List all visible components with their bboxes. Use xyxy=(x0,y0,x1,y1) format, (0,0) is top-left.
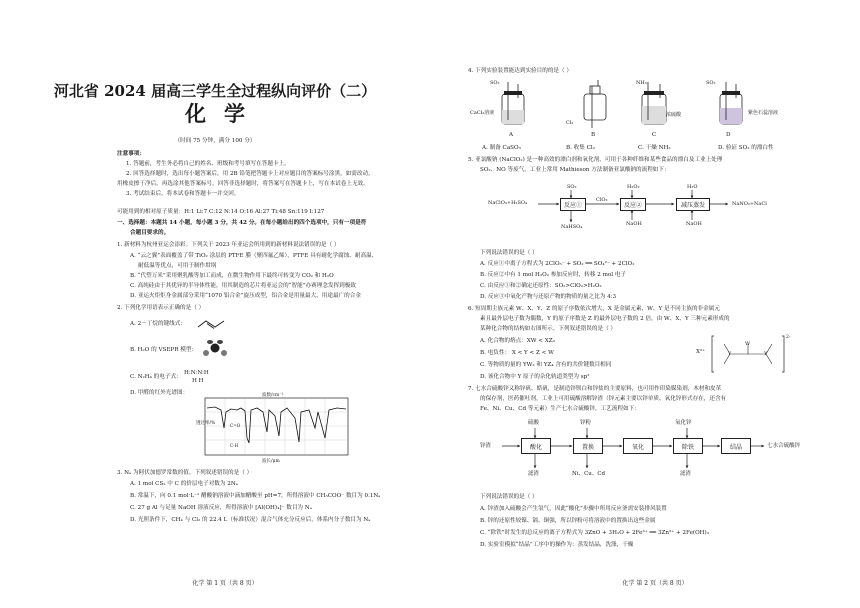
flow-step-box: 减压蒸发 xyxy=(676,198,710,211)
question-7-prompt: 下列说法错误的是（ ） xyxy=(480,494,538,500)
apparatus-c-icon xyxy=(634,80,674,132)
reagent-label: CaCl₂溶液 xyxy=(470,110,495,116)
option-line: C. 高纯硅由于其优异的半导体性能，用其制造的芯片将亚运会的“智能”办赛理念发挥到极致 xyxy=(130,283,356,289)
note-line: 用橡皮擦干净后，再选涂其他答案标号。回答非选择题时，将答案写在答题卡上，写在本试卷上无效。 xyxy=(117,181,369,187)
flow-byproduct: NaHSO₄ xyxy=(561,224,583,230)
gas-label: Cl₂ xyxy=(566,120,574,126)
question-4: 4. 下列实验装置能达到实验目的的是（ ） xyxy=(468,68,572,74)
apparatus-letter: D xyxy=(726,132,731,138)
flow-reagent: NaOH xyxy=(626,221,642,227)
option-line: D. 验证 SO₂ 的漂白性 xyxy=(718,145,774,151)
apparatus-letter: A xyxy=(509,132,514,138)
flow-product: 七水合硫酸锌 xyxy=(767,443,801,449)
option-line: B. “代塑万米”采用聚乳酸等加工而成，在微生物作用下最终可转变为 CO₂ 和 H₂O xyxy=(130,273,334,279)
flow-reagent: NaOH xyxy=(686,221,702,227)
option-line: A. 化合物的熔点：XW < XZ₃ xyxy=(480,338,555,344)
subject-title: 化学 xyxy=(185,101,263,126)
reagent-label: 浓硫酸 xyxy=(666,112,682,118)
electron-formula-sub: H H xyxy=(192,378,204,384)
option-line: B. 锌的还原性较镍、镉、铜强，所以锌粉可将溶液中的置换出这些金属 xyxy=(480,518,656,524)
apparatus-b-icon xyxy=(578,78,612,132)
flow-step-box: 反应② xyxy=(620,198,646,211)
flow-reagent: SO₂ xyxy=(567,184,577,190)
struct-cation: X²⁺ xyxy=(696,349,706,355)
question-5-cont: SO₂、NO 等废气。工业上常用 Mathieson 方法制备亚氯酸钠的流程如下： xyxy=(480,167,670,173)
struct-atom: Y xyxy=(764,351,768,357)
option-line: B. 收集 Cl₂ xyxy=(566,145,595,151)
note-line: 3. 考试结束后，将本试卷和答题卡一并交回。 xyxy=(126,191,240,197)
option-line: A. 制备 CaSO₃ xyxy=(482,145,521,151)
option-line: C. 干燥 NH₃ xyxy=(638,145,671,151)
flow-residue: 滤渣 xyxy=(680,471,692,477)
question-6: 6. 短周期主族元素 W、X、Y、Z 的原子序数依次增大，X 是金属元素，W、Y 是不同主族的非金属元 xyxy=(468,306,720,312)
flow-intermediate: ClO₂ xyxy=(596,197,608,203)
flow-reagent: 锌粉 xyxy=(580,420,592,426)
option-line: A. 反应①中离子方程式为 2ClO₃⁻ + SO₂ ══ SO₄²⁻ + 2ClO₂ xyxy=(480,261,635,267)
option-line: B. 常温下，向 0.1 mol·L⁻¹ 醋酸钠溶液中滴加醋酸至 pH=7，所得溶液中 CH₃COO⁻ 数目为 0.1Nₐ xyxy=(130,493,381,499)
page-footer: 化学 第 2 页（共 8 页） xyxy=(622,580,688,587)
ir-annotation: C=O xyxy=(230,423,241,428)
option-line: D. 甲醛的红外光谱图： xyxy=(130,390,189,396)
flow-feed: NaClO₃+H₂SO₄ xyxy=(488,200,527,206)
vsepr-model-icon xyxy=(200,338,230,358)
struct-charge: 2- xyxy=(786,335,791,340)
question-1: 1. 新材料为杭州亚运会添彩。下列关于 2023 年亚运会所用到的新材料说法错误的是（ ） xyxy=(117,242,340,248)
option-line: C. “除铁”时发生的总反应的离子方程式为 3ZnO + 3H₂O + 2Fe³⁺ ══ 3Zn²⁺ + 2Fe(OH)₃ xyxy=(480,530,709,536)
question-7-cont: 的保存剂，医药催吐剂。工业上可用硫酸溶解锌渣（锌元素主要以锌单质、氧化锌形式存在，还含有 xyxy=(480,396,727,402)
option-line: D. 反应③中氧化产物与还原产物的物质的量之比为 4:3 xyxy=(480,294,617,300)
flow-product: NaNO₂+NaCl xyxy=(732,201,767,207)
flow-step-box: 氧化 xyxy=(623,438,653,454)
option-line: C. 由反应①和②确定还原性：SO₂>ClO₂>H₂O₂ xyxy=(480,283,602,289)
option-line: D. 光照条件下，CH₄ 与 Cl₂ 的 22.4 L（标准状况）混合气体充分反应后，体系内分子数目为 Nₐ xyxy=(130,517,371,523)
question-6-cont: 某种化合物的结构如右图所示。下列叙述错误的是（ ） xyxy=(480,326,617,332)
apparatus-letter: C xyxy=(652,132,657,138)
question-3: 3. Nₐ 为阿伏加德罗常数的值。下列叙述错误的是（ ） xyxy=(117,470,253,476)
option-line: A. “云之翼”表面覆盖了带 TiO₂ 涂层的 PTFE 膜（聚四氟乙烯），PTFE 具有耐化学腐蚀、耐高温、 xyxy=(130,253,378,259)
apparatus-d-icon xyxy=(712,80,750,132)
gas-label: SO₂ xyxy=(490,80,500,86)
flow-step-box: 置换 xyxy=(573,438,603,454)
flow-step-box: 酸化 xyxy=(521,438,551,454)
flow-reagent: 氧化锌 xyxy=(675,420,692,426)
flow-reagent: H₂O xyxy=(687,184,698,190)
electron-formula: H:N:N:H xyxy=(184,370,209,376)
flow-feed: 锌渣 xyxy=(480,443,492,449)
page-footer: 化学 第 1 页（共 8 页） xyxy=(192,580,258,587)
question-7: 7. 七水合硫酸锌又称锌矾、皓矾，是制造锌钡白和锌盐的主要原料，也可用作印染媒染剂，木材和皮革 xyxy=(468,386,722,392)
q6-structure-diagram xyxy=(710,334,790,374)
question-5-prompt: 下列说法错误的是（ ） xyxy=(480,250,538,256)
section-heading-cont: 合题目要求的。 xyxy=(130,230,170,236)
ir-spectrum-chart xyxy=(205,398,348,455)
apparatus-a-icon xyxy=(494,80,530,132)
section-heading: 一、选择题：本题共 14 小题，每小题 3 分，共 42 分。在每小题给出的四个选项中，只有一项是符 xyxy=(117,220,367,226)
apparatus-letter: B xyxy=(591,132,596,138)
right-page xyxy=(430,0,860,608)
flow-step-box: 反应① xyxy=(560,198,586,211)
option-line: B. 电负性： X < Y < Z < W xyxy=(480,350,554,356)
option-line: B. 反应②中有 1 mol H₂O₂ 参加反应时，转移 2 mol 电子 xyxy=(480,272,627,278)
option-line: C. N₂H₄ 的电子式： xyxy=(130,374,182,380)
flow-reagent: H₂O₂ xyxy=(627,184,640,190)
note-line: 1. 答题前，考生务必将自己的姓名、班级和考号填写在答题卡上。 xyxy=(126,161,290,167)
gas-label: NH₃ xyxy=(636,80,647,86)
struct-atom: Y xyxy=(728,351,732,357)
struct-atom: W xyxy=(745,341,751,347)
option-line: C. 27 g Al 与足量 NaOH 溶液反应，所得溶液中 [Al(OH)₄]⁻ 数目为 Nₐ xyxy=(130,505,312,511)
option-line: D. 亚运火炬炬身金属部分采用“1070 铝合金”旋压成型，铝合金是用量最大、用途最广的合金 xyxy=(130,293,361,299)
option-line: A. 1 mol CS₂ 中 C 的价层电子对数为 2Nₐ xyxy=(130,481,238,487)
atomic-masses: 可能用到的相对原子质量：H:1 Li:7 C:12 N:14 O:16 Al:27 Ti:48 Sn:119 I:127 xyxy=(117,209,325,215)
exam-title: 河北省 2024 届高三学生全过程纵向评价（二） xyxy=(53,82,377,100)
ir-top-axis-label: 波数/cm⁻¹ xyxy=(262,393,284,398)
option-line: D. 该化合物中 Y 原子的杂化轨道类型为 sp² xyxy=(480,374,590,380)
q5-flowchart-arrows xyxy=(470,180,760,242)
gas-label: SO₂ xyxy=(706,80,716,86)
option-line: D. 实验室模拟“结晶”工序中的操作为：蒸发结晶，洗涤，干燥 xyxy=(480,542,634,548)
option-line: A. 2－丁烷的键线式： xyxy=(130,321,186,327)
butene-skeletal-structure xyxy=(196,316,230,330)
flow-step-box: 结晶 xyxy=(721,438,751,454)
option-line: 耐低温等优点，可用于制作坩埚 xyxy=(138,263,217,269)
ir-bottom-axis-label: 波长/μm xyxy=(262,459,280,464)
ir-y-axis-label: 透过率/% xyxy=(196,421,216,426)
flow-residue: Ni、Cu、Cd xyxy=(572,471,606,477)
option-line: A. 锌渣加入硫酸会产生氢气，因此“酸化”步骤中所用反应釜需安装排风装置 xyxy=(480,506,667,512)
flow-step-box: 除铁 xyxy=(673,438,703,454)
question-2: 2. 下列化学用语表示正确的是（ ） xyxy=(117,305,205,311)
option-line: B. H₂O 的 VSEPR 模型： xyxy=(130,347,198,353)
flow-reagent: 硫酸 xyxy=(528,420,540,426)
option-line: C. 等物质的量的 YW₂ 和 YZ₄ 含有的共价键数目相同 xyxy=(480,362,612,368)
flow-residue: 滤渣 xyxy=(528,471,540,477)
note-line: 2. 回答选择题时，选出每小题答案后，用 2B 铅笔把答题卡上对应题目的答案标号涂黑，如需改动， xyxy=(126,171,374,177)
question-5: 5. 亚氯酸钠 (NaClO₂) 是一种高效的漂白剂和氧化剂，可用于各种纤维和某些食品的漂白及工业上处理 xyxy=(468,157,723,163)
time-note: （时间 75 分钟，满分 100 分） xyxy=(174,138,256,144)
question-6-cont: 素且最外层电子数为偶数，Y 的原子序数是 Z 的最外层电子数的 2 倍，由 W、X、Y 三种元素形成的 xyxy=(480,316,730,322)
ir-annotation: C-H xyxy=(230,443,239,448)
reagent-label: 紫色石蕊溶液 xyxy=(748,110,779,116)
question-7-cont: Fe、Ni、Cu、Cd 等元素）生产七水合硫酸锌，工艺流程如下： xyxy=(480,406,640,412)
notes-heading: 注意事项： xyxy=(117,151,145,157)
